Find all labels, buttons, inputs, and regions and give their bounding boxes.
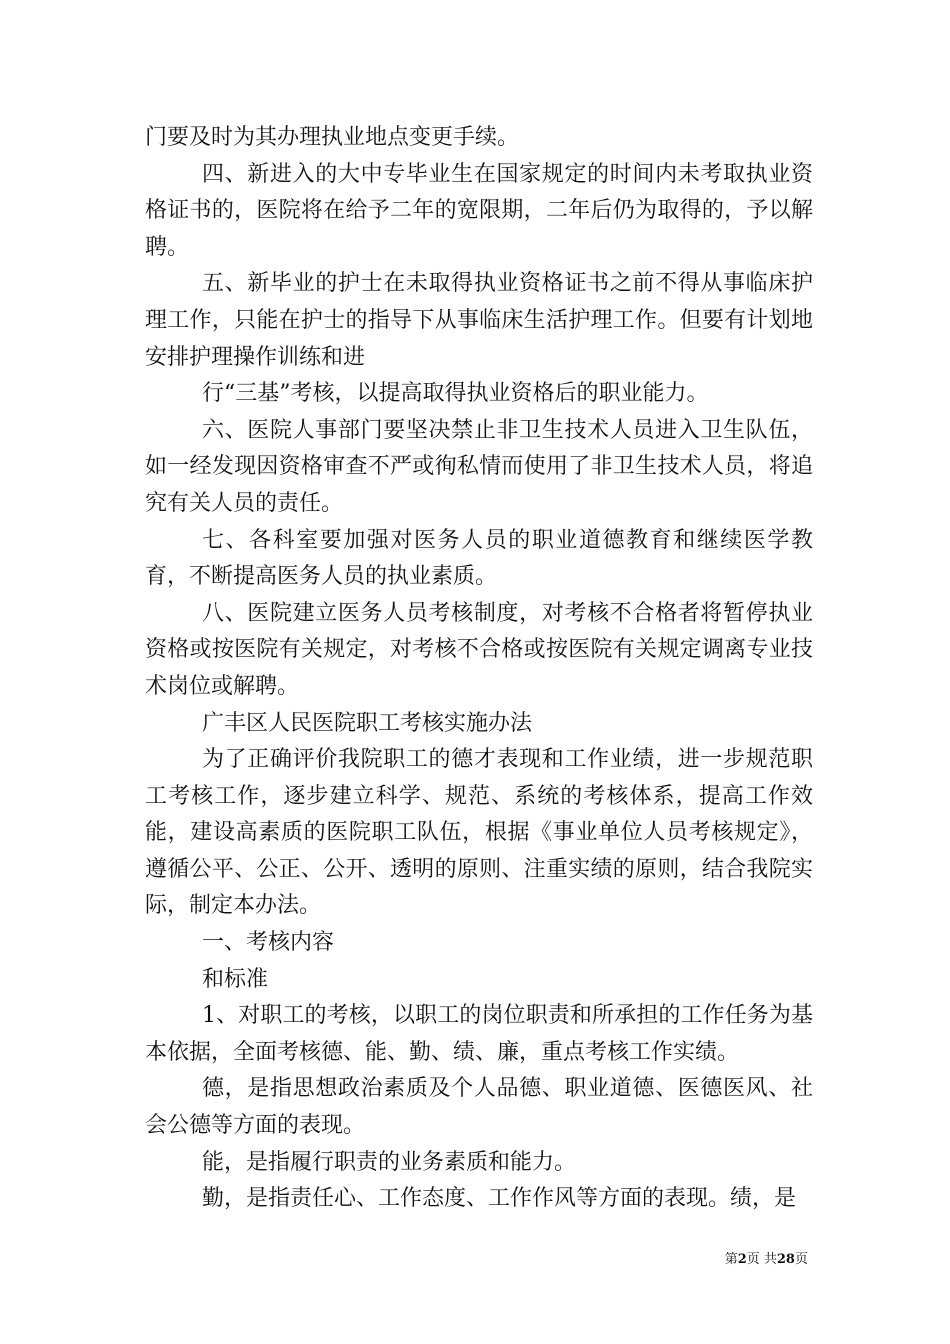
paragraph-qin: 勤，是指责任心、工作态度、工作作风等方面的表现。绩，是 — [202, 1186, 797, 1212]
paragraph-item-7: 七、各科室要加强对医务人员的职业道德教育和继续医学教育，不断提高医务人员的执业素质。 — [145, 527, 813, 590]
heading-assessment-content: 一、考核内容 — [202, 930, 335, 956]
paragraph-item-4: 四、新进入的大中专毕业生在国家规定的时间内未考取执业资格证书的，医院将在给予二年的宽限期，二年后仍为取得的，予以解聘。 — [145, 161, 813, 260]
section-title: 广丰区人民医院职工考核实施办法 — [202, 710, 533, 736]
body-text — [145, 120, 813, 1218]
paragraph-point-1: 1、对职工的考核，以职工的岗位职责和所承担的工作任务为基本依据，全面考核德、能、勤、绩、廉，重点考核工作实绩。 — [145, 1003, 813, 1065]
paragraph-item-5: 五、新毕业的护士在未取得执业资格证书之前不得从事临床护理工作，只能在护士的指导下从事临床生活护理工作。但要有计划地安排护理操作训练和进 — [145, 271, 813, 370]
paragraph-item-8: 八、医院建立医务人员考核制度，对考核不合格者将暂停执业资格或按医院有关规定，对考核不合格或按医院有关规定调离专业技术岗位或解聘。 — [145, 600, 813, 699]
footer-suffix: 页 — [794, 1252, 808, 1267]
paragraph-intro: 为了正确评价我院职工的德才表现和工作业绩，进一步规范职工考核工作，逐步建立科学、规范、系统的考核体系，提高工作效能，建设高素质的医院职工队伍，根据《事业单位人员考核规定》，遵循公平、公正、公开、透明的原则、注重实绩的原则，结合我院实际，制定本办法。 — [145, 747, 813, 919]
paragraph-continuation: 门要及时为其办理执业地点变更手续。 — [145, 125, 520, 150]
paragraph-neng: 能，是指履行职责的业务素质和能力。 — [202, 1149, 577, 1175]
page-number-footer — [725, 1248, 808, 1267]
total-page-number: 28 — [776, 1252, 795, 1267]
current-page-number: 2 — [737, 1252, 747, 1267]
paragraph-item-6: 六、医院人事部门要坚决禁止非卫生技术人员进入卫生队伍，如一经发现因资格审查不严或徇私情而使用了非卫生技术人员，将追究有关人员的责任。 — [145, 417, 813, 516]
heading-assessment-standard: 和标准 — [202, 966, 269, 992]
footer-prefix: 第 — [724, 1252, 738, 1267]
footer-middle: 页 共 — [746, 1252, 777, 1267]
paragraph-de: 德，是指思想政治素质及个人品德、职业道德、医德医风、社会公德等方面的表现。 — [145, 1076, 813, 1139]
paragraph-item-5-cont: 行“三基”考核，以提高取得执业资格后的职业能力。 — [202, 381, 709, 407]
